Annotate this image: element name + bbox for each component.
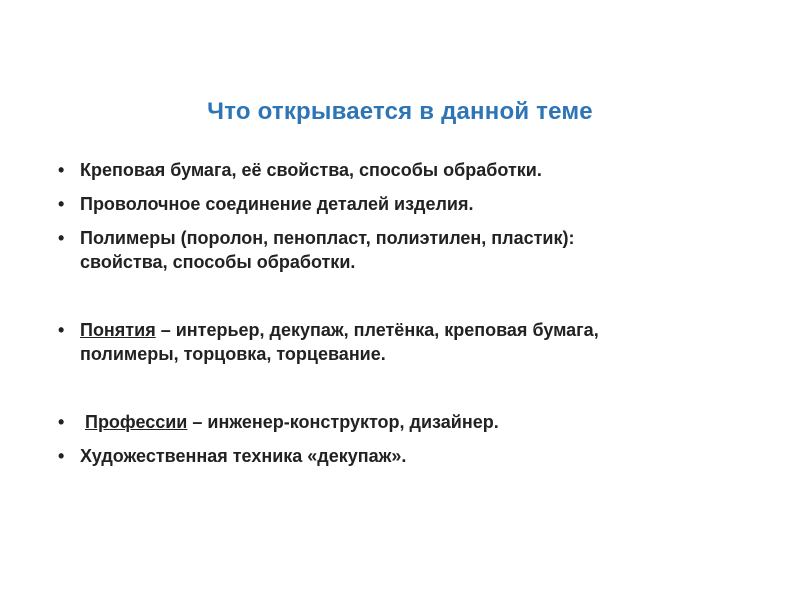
bullet-item-polymers bbox=[56, 226, 756, 274]
bullet-item-professions bbox=[56, 410, 756, 434]
bullet-text-line2: полимеры, торцовка, торцевание. bbox=[80, 344, 386, 364]
bullet-text: Проволочное соединение деталей изделия. bbox=[80, 194, 474, 214]
bullet-item-crepe-paper bbox=[56, 158, 756, 182]
bullet-dot-icon: • bbox=[58, 446, 65, 466]
bullet-text-line1: – интерьер, декупаж, плетёнка, креповая бумага, bbox=[155, 320, 599, 340]
bullet-dot-icon: • bbox=[58, 412, 65, 432]
bullet-text: Креповая бумага, её свойства, способы обработки. bbox=[80, 160, 542, 180]
bullet-dot-icon: • bbox=[58, 320, 65, 340]
bullet-list bbox=[56, 158, 756, 478]
bullet-dot-icon: • bbox=[58, 160, 65, 180]
bullet-text: – инженер-конструктор, дизайнер. bbox=[187, 412, 499, 432]
bullet-dot-icon: • bbox=[58, 228, 65, 248]
bullet-item-decoupage bbox=[56, 444, 756, 468]
bullet-term: Понятия bbox=[80, 320, 156, 340]
bullet-text: Художественная техника «декупаж». bbox=[80, 446, 407, 466]
bullet-text-line1: Полимеры (поролон, пенопласт, полиэтилен, пластик): bbox=[80, 228, 575, 248]
bullet-text-line2: свойства, способы обработки. bbox=[80, 252, 356, 272]
bullet-term: Профессии bbox=[85, 412, 188, 432]
slide-title: Что открывается в данной теме bbox=[207, 98, 593, 125]
bullet-dot-icon: • bbox=[58, 194, 65, 214]
bullet-item-concepts bbox=[56, 318, 756, 366]
bullet-item-wire-connection bbox=[56, 192, 756, 216]
